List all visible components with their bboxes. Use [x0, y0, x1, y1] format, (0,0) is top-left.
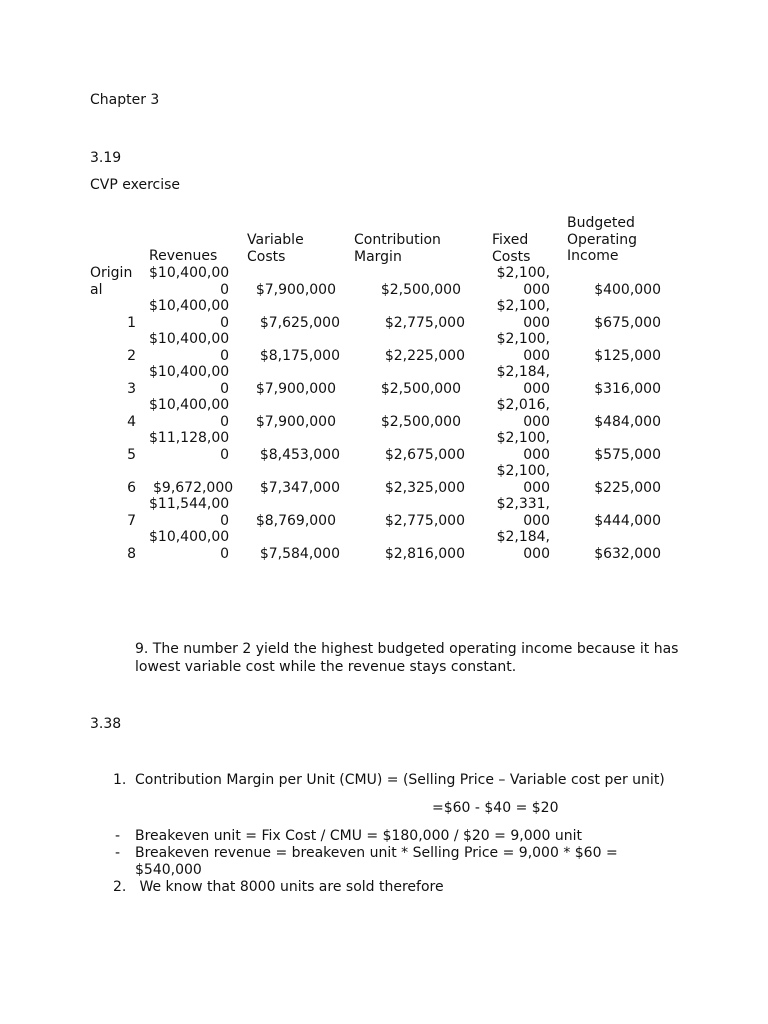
- header-contribution-margin-line1: Contribution: [354, 232, 441, 248]
- header-budgeted-operating-income: [567, 215, 637, 265]
- revenue-line2: $9,672,000: [153, 479, 234, 496]
- header-boi-line1: Budgeted: [567, 215, 635, 231]
- row-label-line1: [90, 463, 136, 480]
- units-sold-line: We know that 8000 units are sold therefore: [135, 879, 444, 895]
- row-label-line2: 8: [127, 545, 136, 562]
- fixed-cost-cell: [490, 496, 550, 529]
- row-label-line2: 4: [127, 413, 136, 430]
- row-label: [90, 364, 136, 397]
- row-label: [90, 265, 132, 298]
- table-row: [0, 265, 768, 298]
- breakeven-unit-line: Breakeven unit = Fix Cost / CMU = $180,000 / $20 = 9,000 unit: [135, 828, 583, 844]
- revenue-cell: [149, 331, 229, 364]
- revenue-line1: $11,544,00: [149, 496, 230, 512]
- revenue-line2: 0: [220, 314, 229, 331]
- cmu-calculation: =$60 - $40 = $20: [432, 800, 559, 816]
- contribution-cell: $2,500,000: [380, 381, 461, 397]
- cmu-formula: Contribution Margin per Unit (CMU) = (Selling Price – Variable cost per unit): [135, 772, 665, 788]
- fixed-line2: 000: [523, 413, 550, 430]
- header-variable-costs-line2: Costs: [247, 248, 286, 265]
- income-cell: $484,000: [594, 414, 661, 430]
- header-variable-costs: [247, 232, 304, 265]
- row-label: [90, 298, 136, 331]
- revenue-line1: $10,400,00: [149, 331, 230, 347]
- fixed-cost-cell: [490, 364, 550, 397]
- header-revenues: Revenues: [149, 248, 218, 264]
- revenue-line2: 0: [220, 347, 229, 364]
- table-row: [0, 529, 768, 562]
- row-label: [90, 463, 136, 496]
- fixed-line2: 000: [523, 281, 550, 298]
- header-fixed-costs-line2: Costs: [492, 248, 531, 265]
- income-cell: $632,000: [594, 546, 661, 562]
- income-cell: $675,000: [594, 315, 661, 331]
- contribution-cell: $2,500,000: [380, 414, 461, 430]
- row-label: [90, 529, 136, 562]
- list-item-marker: 1.: [113, 772, 127, 788]
- income-cell: $125,000: [594, 348, 661, 364]
- fixed-line2: 000: [523, 380, 550, 397]
- contribution-cell: $2,225,000: [384, 348, 465, 364]
- income-cell: $316,000: [594, 381, 661, 397]
- fixed-cost-cell: [490, 298, 550, 331]
- fixed-cost-cell: [490, 265, 550, 298]
- revenue-cell: [149, 496, 229, 529]
- revenue-line1: $10,400,00: [149, 529, 230, 545]
- row-label-line2: 2: [127, 347, 136, 364]
- revenue-line2: 0: [220, 545, 229, 562]
- fixed-line1: $2,184,: [496, 364, 550, 380]
- revenue-cell: [149, 265, 229, 298]
- revenue-line2: 0: [220, 413, 229, 430]
- fixed-line2: 000: [523, 479, 550, 496]
- row-label-line2: 5: [127, 446, 136, 463]
- fixed-line1: $2,184,: [496, 529, 550, 545]
- revenue-line1: $10,400,00: [149, 298, 230, 314]
- section-number: 3.19: [90, 150, 122, 166]
- row-label-line1: [90, 529, 136, 546]
- fixed-cost-cell: [490, 463, 550, 496]
- revenue-line1: [153, 463, 233, 480]
- fixed-line1: $2,100,: [496, 298, 550, 314]
- revenue-line1: $11,128,00: [149, 430, 230, 446]
- bullet-marker: -: [115, 828, 121, 844]
- row-label-line1: [90, 496, 136, 513]
- row-label: [90, 397, 136, 430]
- row-label-line2: 6: [127, 479, 136, 496]
- row-label-line1: [90, 430, 136, 447]
- fixed-cost-cell: [490, 397, 550, 430]
- fixed-line1: $2,100,: [496, 463, 550, 479]
- variable-cost-cell: $7,347,000: [259, 480, 340, 496]
- variable-cost-cell: $8,175,000: [259, 348, 340, 364]
- fixed-cost-cell: [490, 529, 550, 562]
- fixed-line1: $2,331,: [496, 496, 550, 512]
- answer-note-9: 9. The number 2 yield the highest budgeted operating income because it has lowest variable cost while the revenue stays constant.: [135, 641, 679, 675]
- fixed-line2: 000: [523, 545, 550, 562]
- table-row: [0, 298, 768, 331]
- revenue-line2: 0: [220, 380, 229, 397]
- table-row: [0, 397, 768, 430]
- header-boi-line2: Operating: [567, 231, 637, 248]
- fixed-cost-cell: [490, 430, 550, 463]
- fixed-line1: $2,016,: [496, 397, 550, 413]
- table-row: [0, 430, 768, 463]
- revenue-cell: [149, 397, 229, 430]
- variable-cost-cell: $7,900,000: [255, 381, 336, 397]
- contribution-cell: $2,500,000: [380, 282, 461, 298]
- revenue-line2: 0: [220, 512, 229, 529]
- revenue-line1: $10,400,00: [149, 397, 230, 413]
- fixed-line2: 000: [523, 512, 550, 529]
- table-row: [0, 496, 768, 529]
- header-variable-costs-line1: Variable: [247, 232, 304, 248]
- contribution-cell: $2,675,000: [384, 447, 465, 463]
- contribution-cell: $2,325,000: [384, 480, 465, 496]
- header-fixed-costs: [492, 232, 530, 265]
- header-boi-line3: Income: [567, 248, 619, 264]
- row-label-line1: Origin: [90, 265, 133, 281]
- breakeven-revenue-line: Breakeven revenue = breakeven unit * Selling Price = 9,000 * $60 = $540,000: [135, 845, 618, 878]
- section-number: 3.38: [90, 716, 122, 732]
- header-contribution-margin-line2: Margin: [354, 248, 402, 265]
- table-row: [0, 463, 768, 496]
- row-label-line1: [90, 364, 136, 381]
- fixed-cost-cell: [490, 331, 550, 364]
- row-label: [90, 496, 136, 529]
- fixed-line2: 000: [523, 314, 550, 331]
- revenue-cell: [149, 529, 229, 562]
- revenue-line1: $10,400,00: [149, 364, 230, 380]
- variable-cost-cell: $8,453,000: [259, 447, 340, 463]
- row-label-line2: 7: [127, 512, 136, 529]
- row-label-line2: al: [90, 281, 103, 298]
- row-label: [90, 331, 136, 364]
- chapter-heading: Chapter 3: [90, 92, 160, 108]
- revenue-line1: $10,400,00: [149, 265, 230, 281]
- header-contribution-margin: [354, 232, 441, 265]
- fixed-line2: 000: [523, 347, 550, 364]
- revenue-line2: 0: [220, 281, 229, 298]
- row-label-line1: [90, 397, 136, 414]
- variable-cost-cell: $7,584,000: [259, 546, 340, 562]
- revenue-cell: [153, 463, 233, 496]
- row-label-line2: 1: [127, 314, 136, 331]
- contribution-cell: $2,775,000: [384, 513, 465, 529]
- income-cell: $444,000: [594, 513, 661, 529]
- contribution-cell: $2,775,000: [384, 315, 465, 331]
- table-row: [0, 331, 768, 364]
- row-label-line1: [90, 331, 136, 348]
- contribution-cell: $2,816,000: [384, 546, 465, 562]
- income-cell: $225,000: [594, 480, 661, 496]
- table-row: [0, 364, 768, 397]
- revenue-cell: [149, 298, 229, 331]
- fixed-line1: $2,100,: [496, 331, 550, 347]
- variable-cost-cell: $8,769,000: [255, 513, 336, 529]
- income-cell: $575,000: [594, 447, 661, 463]
- exercise-title: CVP exercise: [90, 177, 181, 193]
- variable-cost-cell: $7,625,000: [259, 315, 340, 331]
- revenue-cell: [149, 364, 229, 397]
- variable-cost-cell: $7,900,000: [255, 414, 336, 430]
- list-item-marker: 2.: [113, 879, 127, 895]
- row-label: [90, 430, 136, 463]
- income-cell: $400,000: [594, 282, 661, 298]
- variable-cost-cell: $7,900,000: [255, 282, 336, 298]
- fixed-line1: $2,100,: [496, 430, 550, 446]
- row-label-line2: 3: [127, 380, 136, 397]
- bullet-marker: -: [115, 845, 121, 861]
- header-fixed-costs-line1: Fixed: [492, 232, 529, 248]
- revenue-cell: [149, 430, 229, 463]
- row-label-line1: [90, 298, 136, 315]
- revenue-line2: 0: [220, 446, 229, 463]
- fixed-line1: $2,100,: [496, 265, 550, 281]
- fixed-line2: 000: [523, 446, 550, 463]
